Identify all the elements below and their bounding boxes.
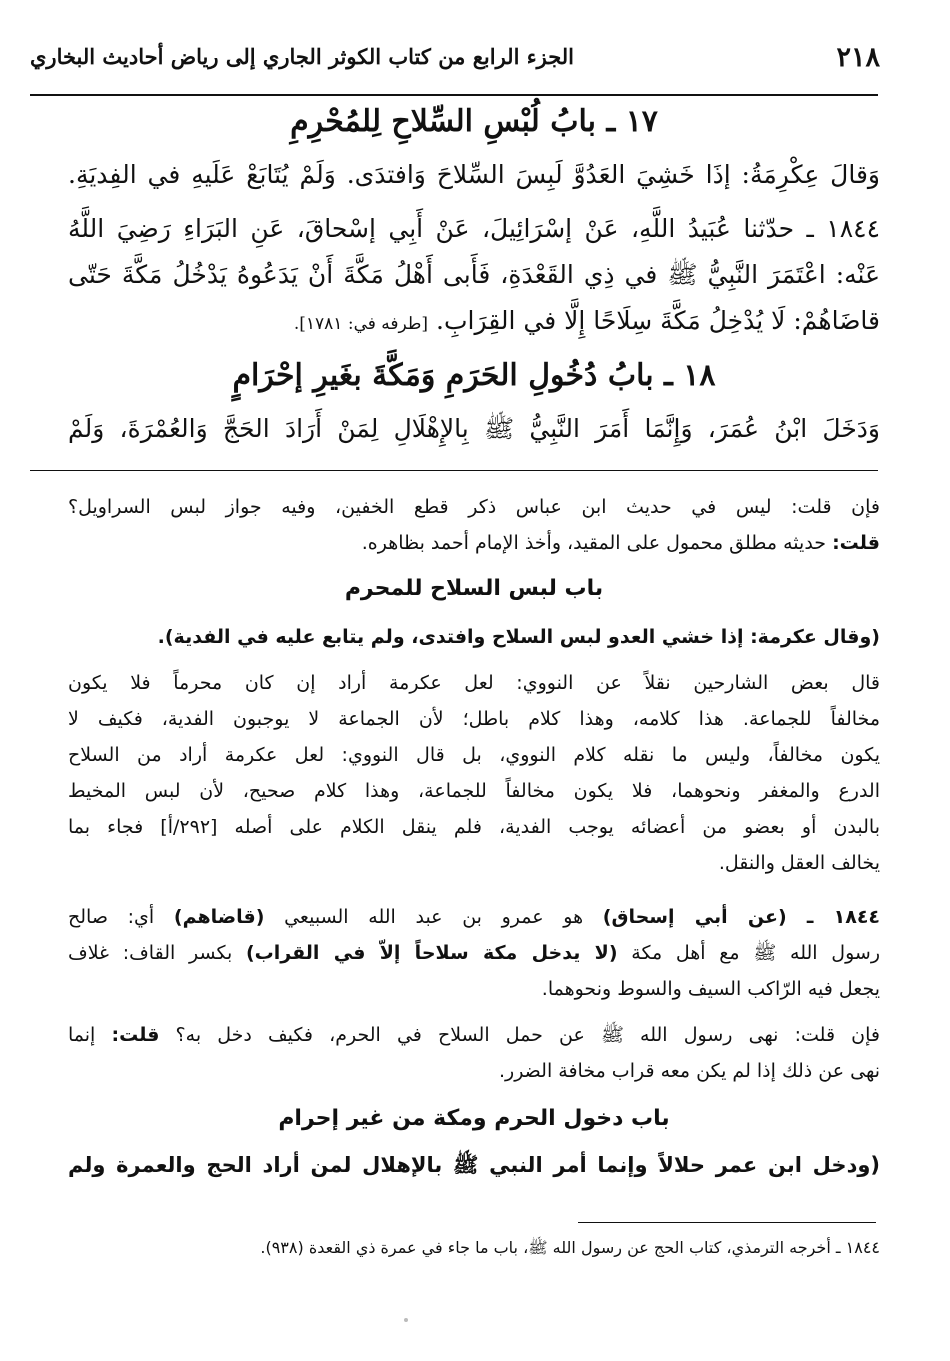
commentary-line: بالبدن أو بعضو من أعضائه يوجب الفدية، فلم ينقل الكلام على أصله [٢٩٢/أ] فجاء بما: [68, 816, 880, 838]
page-number: ٢١٨: [836, 42, 880, 73]
commentary-line: [68, 1018, 880, 1053]
commentary-text: بكسر القاف: غلاف: [68, 942, 233, 964]
header-rule: [30, 94, 878, 96]
commentary-text: رسول الله ﷺ مع أهل مكة: [631, 942, 881, 964]
hadith-1844-line: [68, 298, 880, 347]
commentary-subtitle: باب لبس السلاح للمحرم: [344, 576, 604, 601]
chapter-18-title: ١٨ ـ بابُ دُخُولِ الحَرَمِ وَمَكَّةَ بغَيرِ إحْرَامٍ: [232, 358, 716, 393]
commentary-line: نهى عن ذلك إذا لم يكن معه قراب مخافة الضرر.: [498, 1060, 880, 1082]
answer-label: قلت:: [832, 532, 880, 554]
commentary-text: فإن قلت: نهى رسول الله ﷺ عن حمل السلاح في الحرم، فكيف دخل به؟: [175, 1024, 880, 1046]
commentary-line: [68, 900, 880, 935]
matn-commentary-divider: [30, 470, 878, 471]
footnote: ١٨٤٤ ـ أخرجه الترمذي، كتاب الحج عن رسول الله ﷺ، باب ما جاء في عمرة ذي القعدة (٩٣٨).: [260, 1238, 880, 1257]
hadith-reference: ١٨٤٤ ـ (عن أبي إسحاق): [602, 906, 881, 928]
commentary-text: هو عمرو بن عبد الله السبيعي: [284, 906, 584, 928]
commentary-line: يكون مخالفاً، وليس ما نقله كلام النووي، بل قال النووي: لعل عكرمة أراد من السلاح: [68, 744, 880, 766]
commentary-line: [68, 526, 880, 561]
footnote-rule: [578, 1222, 876, 1223]
commentary-line: مخالفاً للجماعة. هذا كلامه، وهذا كلام باطل؛ لأن الجماعة لا يوجبون الفدية، فكيف لا: [68, 708, 880, 730]
chapter-17-title: ١٧ ـ بابُ لُبْسِ السِّلاحِ لِلمُحْرِمِ: [290, 104, 658, 139]
chapter-17-text: وَقالَ عِكْرِمَةُ: إذَا خَشِيَ العَدُوَّ لَبِسَ السِّلاحَ وَافتدَى. وَلَمْ يُتَابَعْ عَلَيهِ في الفِديَةِ.: [68, 160, 880, 189]
commentary-line: يجعل فيه الرّاكب السيف والسوط ونحوهما.: [541, 978, 880, 1000]
commentary-subtitle: باب دخول الحرم ومكة من غير إحرام: [278, 1106, 670, 1131]
hadith-1844-text: قاضَاهُمْ: لَا يُدْخِلُ مَكَّةَ سِلَاحًا إِلَّا في القِرَابِ.: [436, 306, 880, 335]
scan-speck: [404, 1318, 408, 1322]
commentary-line: فإن قلت: ليس في حديث ابن عباس ذكر قطع الخفين، وفيه جواز لبس السراويل؟: [68, 496, 880, 518]
hadith-1844-line: ١٨٤٤ ـ حدّثنا عُبَيدُ اللَّهِ، عَنْ إسْرَائِيلَ، عَنْ أَبِي إسْحاقَ، عَنِ البَرَاءِ رَضِيَ اللَّهُ: [68, 214, 880, 243]
commentary-text: أي: صالح: [68, 906, 155, 928]
quoted-word: (قاضاهم): [173, 906, 265, 928]
commentary-text: حديثه مطلق محمول على المقيد، وأخذ الإمام أحمد بظاهره.: [361, 532, 827, 554]
hadith-1844-line: عَنْه: اعْتَمَرَ النَّبِيُّ ﷺ في ذِي القَعْدَةِ، فَأَبى أَهْلُ مَكَّةَ أَنْ يَدَعُوهُ يَدْخُلُ مَكَّةَ حَتّى: [68, 260, 880, 289]
quoted-phrase: (لا يدخل مكة سلاحاً إلاّ في القراب): [245, 942, 618, 964]
commentary-line: الدرع والمغفر ونحوهما، فلا يكون مخالفاً للجماعة، وهذا كلام صحيح، لأن لبس المخيط: [68, 780, 880, 802]
chapter-18-text: وَدَخَلَ ابْنُ عُمَرَ، وَإِنَّمَا أَمَرَ النَّبِيُّ ﷺ بِالإِهْلَالِ لِمَنْ أَرَادَ الحَجَّ وَالعُمْرَةَ، وَلَمْ: [68, 414, 880, 443]
commentary-line: [68, 936, 880, 971]
commentary-quote: (ودخل ابن عمر حلالاً وإنما أمر النبي ﷺ بالإهلال لمن أراد الحج والعمرة ولم: [68, 1153, 880, 1177]
commentary-line: يخالف العقل والنقل.: [718, 852, 880, 874]
running-title: الجزء الرابع من كتاب الكوثر الجاري إلى رياض أحاديث البخاري: [30, 44, 574, 69]
answer-label: قلت:: [111, 1024, 160, 1046]
hadith-cross-reference: [طرفه في: ١٧٨١].: [293, 314, 429, 334]
commentary-quote: (وقال عكرمة: إذا خشي العدو لبس السلاح وافتدى، ولم يتابع عليه في الفدية).: [157, 626, 880, 648]
commentary-text: إنما: [68, 1024, 96, 1046]
commentary-line: قال بعض الشارحين نقلاً عن النووي: لعل عكرمة أراد إن كان محرماً فلا يكون: [68, 672, 880, 694]
